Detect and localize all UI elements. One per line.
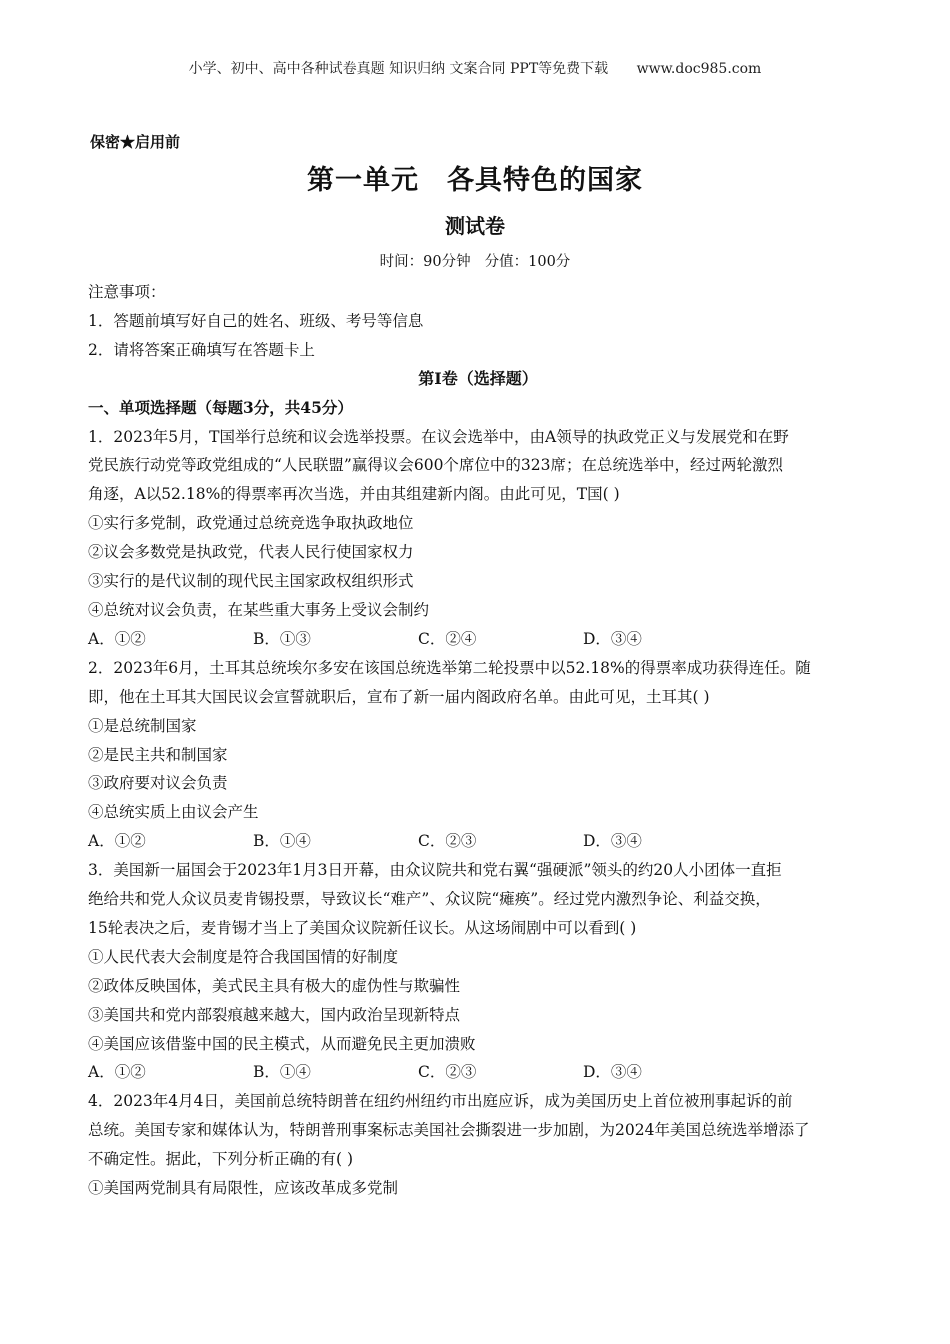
secret-label: 保密★启用前 bbox=[90, 133, 181, 151]
option-b[interactable]: B．①③ bbox=[253, 629, 311, 648]
title-topic: 各具特色的国家 bbox=[447, 165, 643, 196]
question-text: 角逐，A以52.18%的得票率再次当选，并由其组建新内阁。由此可见，T国( ) bbox=[88, 485, 620, 504]
volume-title: 第I卷（选择题） bbox=[418, 368, 538, 388]
score-label: 分值：100分 bbox=[484, 254, 571, 270]
question-text: 2．2023年6月，土耳其总统埃尔多安在该国总统选举第二轮投票中以52.18%的得票率成功获得连任。随 bbox=[88, 658, 811, 677]
statement-item: ③美国共和党内部裂痕越来越大，国内政治呈现新特点 bbox=[88, 1005, 461, 1024]
exam-info bbox=[0, 250, 950, 271]
option-c[interactable]: C．②③ bbox=[418, 832, 477, 851]
statement-item: ④总统对议会负责，在某些重大事务上受议会制约 bbox=[88, 600, 430, 619]
header-url[interactable]: www.doc985.com bbox=[636, 61, 762, 77]
statement-item: ①是总统制国家 bbox=[88, 716, 197, 735]
question-text: 党民族行动党等政党组成的“人民联盟”赢得议会600个席位中的323席；在总统选举中，经过两轮激烈 bbox=[88, 456, 784, 475]
question-4 bbox=[88, 1087, 868, 1203]
answer-options bbox=[88, 1058, 868, 1087]
statement-item: ①人民代表大会制度是符合我国国情的好制度 bbox=[88, 947, 399, 966]
question-text: 1．2023年5月，T国举行总统和议会选举投票。在议会选举中，由A领导的执政党正义与发展党和在野 bbox=[88, 427, 789, 446]
statement-item: ②是民主共和制国家 bbox=[88, 745, 228, 764]
option-d[interactable]: D．③④ bbox=[583, 1063, 642, 1082]
option-c[interactable]: C．②③ bbox=[418, 1063, 477, 1082]
page-title bbox=[0, 158, 950, 197]
question-text: 4．2023年4月4日，美国前总统特朗普在纽约州纽约市出庭应诉，成为美国历史上首位被刑事起诉的前 bbox=[88, 1092, 793, 1111]
option-b[interactable]: B．①④ bbox=[253, 1063, 311, 1082]
notice-item: 2．请将答案正确填写在答题卡上 bbox=[88, 340, 315, 359]
title-unit: 第一单元 bbox=[307, 165, 419, 196]
option-c[interactable]: C．②④ bbox=[418, 629, 477, 648]
statement-item: ②政体反映国体，美式民主具有极大的虚伪性与欺骗性 bbox=[88, 976, 461, 995]
question-2 bbox=[88, 654, 868, 856]
statement-item: ②议会多数党是执政党，代表人民行使国家权力 bbox=[88, 543, 414, 562]
answer-options bbox=[88, 827, 868, 856]
statement-item: ③政府要对议会负责 bbox=[88, 774, 228, 793]
question-text: 不确定性。据此，下列分析正确的有( ) bbox=[88, 1150, 354, 1169]
answer-options bbox=[88, 625, 868, 654]
question-text: 绝给共和党人众议员麦肯锡投票，导致议长“难产”、众议院“瘫痪”。经过党内激烈争论、利益交换， bbox=[88, 890, 771, 909]
statement-item: ④美国应该借鉴中国的民主模式，从而避免民主更加溃败 bbox=[88, 1034, 476, 1053]
section-title: 一、单项选择题（每题3分，共45分） bbox=[88, 397, 353, 417]
statement-item: ①美国两党制具有局限性，应该改革成多党制 bbox=[88, 1179, 399, 1198]
question-text: 总统。美国专家和媒体认为，特朗普刑事案标志美国社会撕裂进一步加剧，为2024年美国总统选举增添了 bbox=[88, 1121, 810, 1140]
option-d[interactable]: D．③④ bbox=[583, 629, 642, 648]
notice-heading: 注意事项： bbox=[88, 283, 166, 301]
option-d[interactable]: D．③④ bbox=[583, 832, 642, 851]
time-label: 时间：90分钟 bbox=[379, 254, 471, 270]
option-a[interactable]: A．①② bbox=[88, 832, 146, 851]
exam-content bbox=[88, 278, 868, 1203]
question-text: 即，他在土耳其大国民议会宣誓就职后，宣布了新一届内阁政府名单。由此可见，土耳其( ) bbox=[88, 687, 710, 706]
question-3 bbox=[88, 856, 868, 1087]
header-text: 小学、初中、高中各种试卷真题 知识归纳 文案合同 PPT等免费下载 bbox=[188, 61, 609, 77]
page-subtitle: 测试卷 bbox=[445, 214, 505, 238]
option-b[interactable]: B．①④ bbox=[253, 832, 311, 851]
notice-item: 1．答题前填写好自己的姓名、班级、考号等信息 bbox=[88, 311, 424, 330]
statement-item: ③实行的是代议制的现代民主国家政权组织形式 bbox=[88, 572, 414, 591]
page-header bbox=[0, 58, 950, 78]
question-text: 3．美国新一届国会于2023年1月3日开幕，由众议院共和党右翼“强硬派”领头的约20人小团体一直拒 bbox=[88, 861, 782, 880]
option-a[interactable]: A．①② bbox=[88, 629, 146, 648]
question-text: 15轮表决之后，麦肯锡才当上了美国众议院新任议长。从这场闹剧中可以看到( ) bbox=[88, 918, 637, 937]
option-a[interactable]: A．①② bbox=[88, 1063, 146, 1082]
question-1 bbox=[88, 423, 868, 654]
statement-item: ④总统实质上由议会产生 bbox=[88, 803, 259, 822]
statement-item: ①实行多党制，政党通过总统竞选争取执政地位 bbox=[88, 514, 414, 533]
